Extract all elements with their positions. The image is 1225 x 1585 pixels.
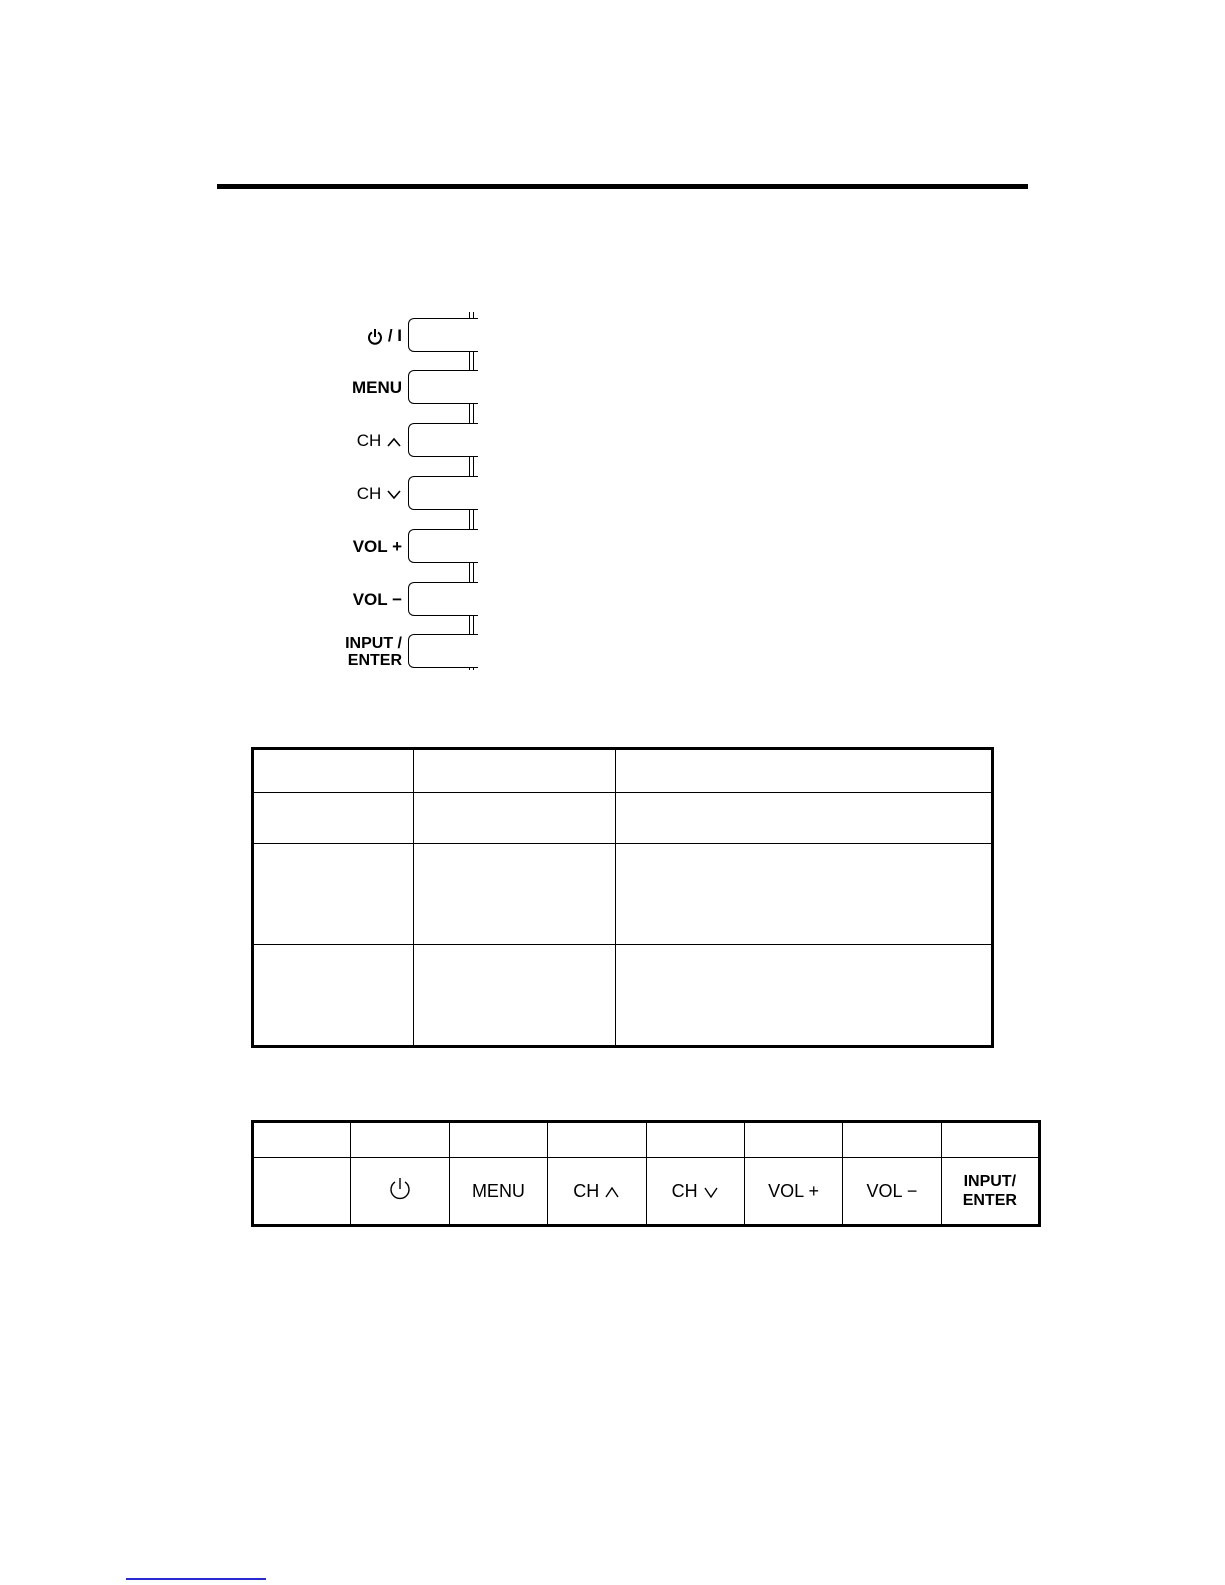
- input-enter-label: INPUT / ENTER: [345, 635, 402, 669]
- panel-row-vol-up: [320, 529, 480, 565]
- panel-row-ch-up: [320, 423, 480, 459]
- table-header-cell: [548, 1122, 646, 1158]
- table-header-cell: [843, 1122, 941, 1158]
- table-cell: [615, 793, 992, 844]
- table-cell-vol-up: VOL +: [744, 1158, 842, 1226]
- table-row: [253, 793, 993, 844]
- chevron-up-icon: [604, 1185, 620, 1199]
- table-cell: [253, 844, 414, 945]
- table-cell: [414, 793, 615, 844]
- side-panel-diagram: [320, 312, 480, 670]
- ch-down-label: CH: [357, 476, 402, 512]
- panel-row-ch-down: [320, 476, 480, 512]
- chevron-down-icon: [703, 1185, 719, 1199]
- table-header-cell: [414, 749, 615, 793]
- power-button: [408, 318, 478, 352]
- table-cell: [414, 945, 615, 1047]
- table-1: [251, 747, 994, 1048]
- menu-button: [408, 370, 478, 404]
- table-cell-ch-up: CH: [548, 1158, 646, 1226]
- table-header-cell: [941, 1122, 1039, 1158]
- table-header-cell: [351, 1122, 449, 1158]
- table-header-cell: [449, 1122, 547, 1158]
- top-rule: [217, 184, 1028, 189]
- table-header-row: [253, 749, 993, 793]
- panel-row-power: [320, 318, 480, 354]
- table-header-row: [253, 1122, 1040, 1158]
- table-row: [253, 1158, 1040, 1226]
- ch-up-button: [408, 423, 478, 457]
- table-cell: [253, 945, 414, 1047]
- power-icon: [388, 1176, 412, 1202]
- table-cell-ch-down: CH: [646, 1158, 744, 1226]
- table-header-cell: [744, 1122, 842, 1158]
- table-cell-power: [351, 1158, 449, 1226]
- vol-down-label: VOL −: [352, 590, 402, 609]
- table-cell-menu: MENU: [449, 1158, 547, 1226]
- table-header-cell: [646, 1122, 744, 1158]
- chevron-down-icon: [386, 489, 402, 501]
- chevron-up-icon: [386, 436, 402, 448]
- table-row: [253, 945, 993, 1047]
- panel-row-menu: [320, 370, 480, 406]
- ch-up-label: CH: [357, 423, 402, 459]
- panel-row-vol-down: [320, 582, 480, 618]
- table-cell-vol-down: VOL −: [843, 1158, 941, 1226]
- vol-up-button: [408, 529, 478, 563]
- input-enter-button: [408, 634, 478, 668]
- table-cell: [414, 844, 615, 945]
- vol-up-label: VOL +: [352, 537, 402, 556]
- power-label: / I: [367, 318, 402, 354]
- table-header-cell: [615, 749, 992, 793]
- table-2-button-map: [251, 1120, 1041, 1227]
- table-cell: [253, 1158, 351, 1226]
- table-cell: [253, 793, 414, 844]
- table-header-cell: [253, 749, 414, 793]
- vol-down-button: [408, 582, 478, 616]
- footer-link-underline: [126, 1578, 266, 1580]
- menu-label: MENU: [351, 378, 402, 397]
- table-row: [253, 844, 993, 945]
- table-cell-input-enter: INPUT/ ENTER: [941, 1158, 1039, 1226]
- table-header-cell: [253, 1122, 351, 1158]
- panel-row-input: [320, 634, 480, 670]
- table-cell: [615, 945, 992, 1047]
- power-icon: [367, 328, 383, 346]
- ch-down-button: [408, 476, 478, 510]
- table-cell: [615, 844, 992, 945]
